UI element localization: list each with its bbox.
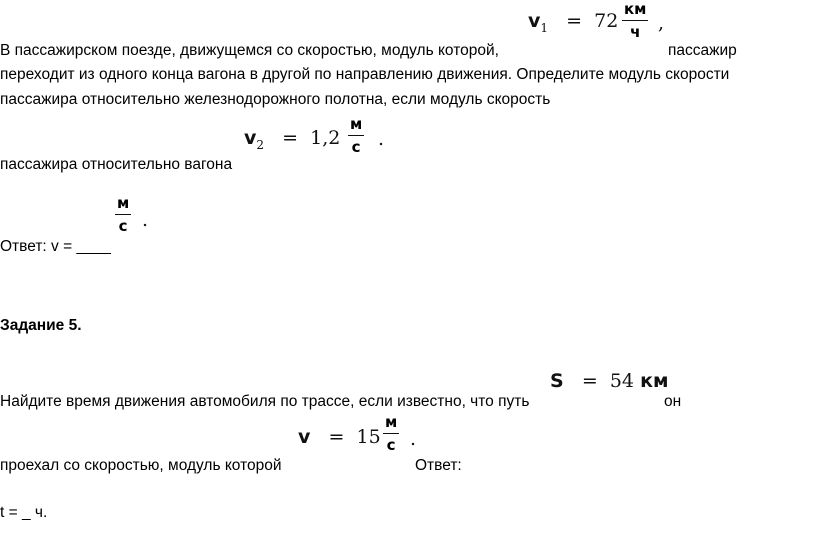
task5-heading: Задание 5. [0, 317, 82, 334]
task5-line1-end: он [664, 393, 682, 410]
answer-unit: м с [117, 194, 130, 235]
formula-v1: $v_1$ = 72 [528, 10, 619, 35]
formula-v2: $v_2$ = 1,2 [244, 127, 341, 152]
formula-v2-tail: . [378, 128, 385, 150]
task4-line4: пассажира относительно вагона [0, 156, 233, 173]
formula-v-unit: м с [385, 413, 398, 454]
task4-line3: пассажира относительно железнодорожного полотна, если модуль скорость [0, 91, 551, 108]
task5-line2-end: Ответ: [415, 457, 462, 474]
answer-unit-tail: . [142, 209, 149, 231]
formula-v: v = 15 [298, 426, 381, 448]
task4-line2: переходит из одного конца вагона в другой по направлению движения. Определите модуль скорости [0, 66, 730, 83]
formula-s: S = 54 км [550, 370, 669, 392]
formula-v-tail: . [410, 428, 417, 450]
task4-line1: В пассажирском поезде, движущемся со скоростью, модуль которой, [0, 42, 499, 59]
task5-line1: Найдите время движения автомобиля по трассе, если известно, что путь [0, 393, 530, 410]
formula-v2-unit: м с [350, 115, 363, 156]
task4-line1-end: пассажир [668, 42, 737, 59]
formula-v1-tail: , [658, 12, 665, 34]
task5-line2: проехал со скоростью, модуль которой [0, 457, 282, 474]
formula-v1-unit: км ч [624, 0, 647, 41]
task5-answer: t = _ ч. [0, 504, 48, 521]
task4-answer: Ответ: v = ____ [0, 238, 111, 255]
